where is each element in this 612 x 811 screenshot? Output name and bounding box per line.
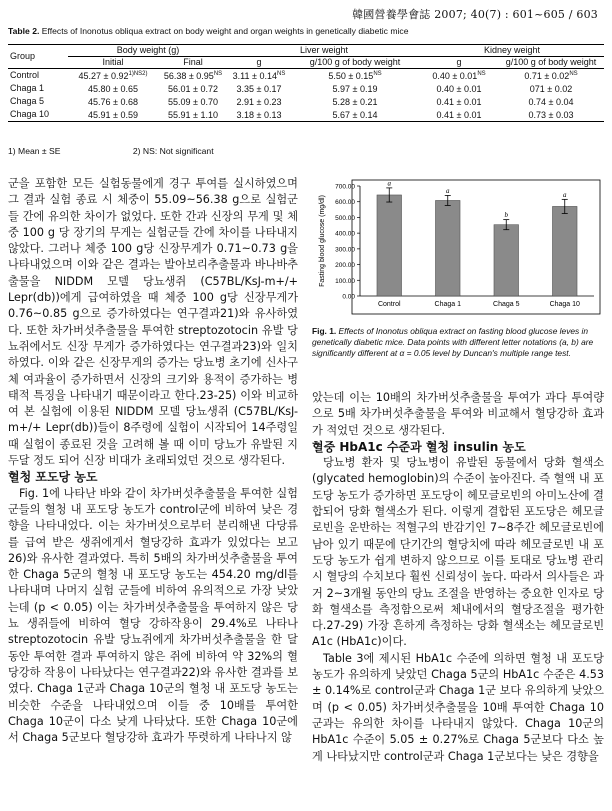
- cell-value: 3.11 ± 0.14: [232, 71, 277, 81]
- cell-value: Chaga 1: [10, 83, 45, 93]
- significance-letter: a: [387, 179, 391, 188]
- cell-value: 5.50 ± 0.15: [328, 71, 374, 81]
- figure-1: [312, 178, 604, 322]
- table-cell: [68, 69, 158, 83]
- left-column: [8, 176, 298, 746]
- table-cell: [290, 69, 420, 83]
- category-label: Chaga 10: [549, 301, 580, 308]
- table-cell: [498, 95, 604, 108]
- bar: [494, 225, 519, 296]
- cell-value: Chaga 10: [10, 109, 50, 119]
- cell-value: 45.91 ± 0.59: [88, 110, 138, 120]
- cell-value: 55.09 ± 0.70: [168, 97, 218, 107]
- cell-value: Chaga 5: [10, 96, 45, 106]
- table-cell: [290, 82, 420, 95]
- section-heading: 혈중 HbA1c 수준과 혈청 insulin 농도: [312, 439, 526, 454]
- cell-superscript: NS: [276, 71, 286, 77]
- table-footnotes: [8, 146, 284, 156]
- cell-superscript: NS: [569, 71, 578, 77]
- table-cell: [420, 95, 498, 108]
- running-header: [352, 6, 598, 22]
- table-cell: [420, 108, 498, 122]
- cell-value: 0.40 ± 0.01: [432, 71, 478, 81]
- cell-value: 0.40 ± 0.01: [436, 84, 482, 94]
- results-table: [8, 44, 604, 122]
- cell-value: 0.41 ± 0.01: [436, 97, 482, 107]
- table-cell: [158, 108, 228, 122]
- table-cell: [68, 95, 158, 108]
- y-tick-label: 300.00: [335, 246, 355, 254]
- table-cell: [290, 108, 420, 122]
- category-label: Chaga 5: [493, 301, 520, 308]
- y-tick-label: 700.00: [335, 183, 355, 191]
- y-tick-label: 100.00: [335, 277, 355, 285]
- cell-value: 5.97 ± 0.19: [332, 84, 378, 94]
- cell-value: 0.74 ± 0.04: [528, 97, 574, 107]
- col-liver-g: g: [228, 57, 290, 69]
- section-heading: 혈청 포도당 농도: [8, 470, 98, 485]
- cell-superscript: NS: [373, 71, 382, 77]
- footnote-mean: 1) Mean ± SE: [8, 146, 61, 156]
- significance-letter: b: [504, 211, 508, 220]
- cell-value: 45.27 ± 0.92: [78, 71, 129, 81]
- cell-value: 3.35 ± 0.17: [236, 84, 282, 94]
- cell-value: 45.80 ± 0.65: [88, 84, 138, 94]
- paragraph: Table 3에 제시된 HbA1c 수준에 의하면 혈청 내 포도당 농도가 유의하게 낮았던 Chaga 5군의 HbA1c 수준은 4.53 ± 0.14%로 control군과 Chaga 1군 보다 유의하게 낮았으며 (p < 0.05) 차가버섯추출물을 10배 투여한 Chaga 10군과는 유의한 차이를 나타내지 않았다. Chaga 10군의 HbA1c 수준이 5.05 ± 0.27%로 Chaga 5군보다 다소 높게 나타났지만 control군과 Chaga 1군보다는 낮은 경향을: [312, 651, 604, 763]
- journal-name: 韓國營養學會誌: [352, 8, 431, 21]
- table-cell: [228, 69, 290, 83]
- table-cell: [158, 82, 228, 95]
- cell-value: 0.71 ± 0.02: [524, 71, 570, 81]
- table-cell: [228, 108, 290, 122]
- paragraph: 았는데 이는 10배의 차가버섯추출물을 투여가 과다 투여량으로 5배 차가버섯추출물을 투여와 비교해서 혈당강하 효과가 적었던 것으로 생각된다.: [312, 391, 604, 437]
- cell-value: 5.67 ± 0.14: [332, 110, 378, 120]
- cell-value: 45.76 ± 0.68: [88, 97, 138, 107]
- table-cell: [8, 108, 68, 122]
- table-cell: [8, 69, 68, 83]
- y-tick-label: 500.00: [335, 214, 355, 222]
- table-row: [8, 69, 604, 83]
- right-column: [312, 390, 604, 765]
- table-cell: [228, 82, 290, 95]
- cell-value: 0.73 ± 0.03: [528, 110, 574, 120]
- citation: 2007; 40(7) : 601~605 / 603: [434, 8, 598, 21]
- glucose-bar-chart: [312, 178, 604, 318]
- cell-value: 2.91 ± 0.23: [236, 97, 282, 107]
- col-body-weight: Body weight (g): [68, 45, 228, 57]
- table-cell: [498, 82, 604, 95]
- significance-letter: a: [446, 186, 450, 195]
- paragraph: Fig. 1에 나타난 바와 같이 차가버섯추출물을 투여한 실험군들의 혈청 내 포도당 농도가 control군에 비하여 낮은 경향을 나타내었다. 이는 차가버섯으로부터 분리해낸 다당류를 급여 받은 생쥐에게서 혈당강하 효과가 있었다는 보고26)와 유사한 결과였다. 특히 5배의 차가버섯추출물을 투여한 Chaga 5군의 혈청 내 포도당 농도는 454.20 mg/dl를 나타내며 나머지 실험 군들에 비하여 유의적으로 가장 낮았는데 (p < 0.05) 이는 차가버섯추출물을 투여하지 않은 당뇨 생쥐들에 비하여 혈당 강하작용이 29.4%로 나타나 streptozotocin 유발 당뇨쥐에게 차가버섯추출물을 한 달 동안 투여한 결과 투여하지 않은 쥐에 비하여 약 32%의 혈당강하 작용이 나타났다는 연구결과22)와 유사한 결과를 보였다. Chaga 1군과 Chaga 10군의 혈청 내 포도당 농도는 비슷한 수준을 나타내었으며 이들 중 10배를 투여한 Chaga 10군이 다소 낮게 나타났다. 또한 Chaga 10군에서 Chaga 5군보다 혈당강하 효과가 뚜렷하게 나타나지 않: [8, 486, 298, 745]
- table-cell: [158, 95, 228, 108]
- table-row: [8, 95, 604, 108]
- cell-value: Control: [10, 70, 40, 80]
- col-initial: Initial: [68, 57, 158, 69]
- table-cell: [158, 69, 228, 83]
- table-cell: [8, 95, 68, 108]
- cell-superscript: NS: [213, 71, 223, 77]
- y-tick-label: 200.00: [335, 262, 355, 270]
- table-cell: [498, 69, 604, 83]
- bar: [435, 200, 460, 296]
- cell-value: 071 ± 0.02: [529, 84, 573, 94]
- figure-caption-text: Effects of Inonotus obliqua extract on fasting blood glucose leves in genetically diabetic mice. Data points with different letter notations (a, b) are significantly different at α = 0.05 level by Duncan's multiple range test.: [312, 326, 594, 358]
- col-kidney-per100: g/100 g of body weight: [498, 57, 604, 69]
- table-cell: [290, 95, 420, 108]
- table-cell: [498, 108, 604, 122]
- cell-value: 5.28 ± 0.21: [332, 97, 378, 107]
- col-kidney-weight: Kidney weight: [420, 45, 604, 57]
- category-label: Control: [377, 301, 401, 308]
- paragraph: 군을 포함한 모든 실험동물에게 경구 투여를 실시하였으며 그 결과 실험 종료 시 체중이 55.09~56.38 g으로 실험군들 간에 유의한 차이가 없었다. 또한 간과 신장의 무게 및 체중 100 g 당 장기의 무게는 실험군들 간에 차이를 나타내지 않았다. 그러나 체중 100 g당 신장무게가 0.71~0.73 g을 나타내었으며 이와 같은 결과는 발아보리추출물과 바나바추출물을 NIDDM 모델 당뇨생쥐 (C57BL/KsJ-m+/+ Lepr(db))에게 급여하였을 때 체중 100 g당 신장무게가 0.76~0.85 g으로 증가하였다는 연구결과21)와 유사하였다. 또한 차가버섯추출물을 투여한 streptozotocin 유발 당뇨쥐에서도 신장 무게가 증가하였다는 연구결과23)와 일치하였다. 이와 같은 신장무게의 증가는 당뇨병 초기에 신사구체 여과율이 증가하면서 신장의 크기와 용적이 증가하는 병태적 특징을 나타내기 때문이라고 한다.23-25) 이와 비교하여 본 실험에 이용된 NIDDM 모델 당뇨생쥐 (C57BL/KsJ-m+/+ Lepr(db))들이 8주령에 실험이 시작되어 14주령일 때 실험이 종료된 것을 고려해 볼 때 이미 당뇨가 유발된 지 두달 정도 되어 신장 비대가 초래되었던 것으로 생각된다.: [8, 177, 298, 468]
- y-tick-label: 0.00: [342, 293, 355, 301]
- table-caption-label: Table 2.: [8, 26, 40, 36]
- cell-value: 56.01 ± 0.72: [168, 84, 218, 94]
- bar: [552, 206, 577, 296]
- cell-value: 0.41 ± 0.01: [436, 110, 482, 120]
- table-row: [8, 108, 604, 122]
- y-axis-label: Fasting blood glucose (mg/dl): [319, 195, 326, 287]
- cell-superscript: 1)NS2): [128, 71, 148, 77]
- cell-value: 55.91 ± 1.10: [168, 110, 218, 120]
- col-group: Group: [8, 45, 68, 69]
- col-liver-weight: Liver weight: [228, 45, 420, 57]
- cell-value: 3.18 ± 0.13: [236, 110, 282, 120]
- table-caption-text: Effects of Inonotus obliqua extract on body weight and organ weights in genetically diabetic mice: [39, 26, 409, 36]
- cell-value: 56.38 ± 0.95: [163, 71, 214, 81]
- figure-caption: [312, 326, 604, 359]
- table-caption: [8, 26, 409, 36]
- significance-letter: a: [563, 190, 567, 199]
- figure-caption-label: Fig. 1.: [312, 326, 337, 336]
- table-cell: [420, 69, 498, 83]
- paragraph: 당뇨병 환자 및 당뇨병이 유발된 동물에서 당화 혈색소 (glycated hemoglobin)의 수준이 높아진다. 즉 혈액 내 포도당 농도가 증가하면 포도당이 헤모글로빈의 아미노산에 결합되어 당화 혈색소가 된다. 이렇게 결합된 포도당은 헤모글로빈을 운반하는 적혈구의 반감기인 7~8주간 헤모글로빈에 남아 있기 때문에 단기간의 혈당치에 따라 헤모글로빈 내 포도당 농도가 쉽게 변하지 않으므로 이를 토대로 당뇨병 관리시 혈당의 수치보다 훨씬 신뢰성이 높다. 따라서 의사들은 과거 2~3개월 동안의 당뇨 조절을 반영하는 중요한 인자로 당화 혈색소를 측정함으로써 체내에서의 혈당조절을 평가한다.27-29) 가장 흔하게 측정하는 당화 혈색소는 헤모글로빈 A1c (HbA1c)이다.: [312, 456, 604, 649]
- col-liver-per100: g/100 g of body weight: [290, 57, 420, 69]
- table-row: [8, 82, 604, 95]
- table-cell: [68, 82, 158, 95]
- bar: [377, 195, 402, 296]
- col-final: Final: [158, 57, 228, 69]
- footnote-ns: 2) NS: Not significant: [132, 146, 214, 156]
- table-cell: [228, 95, 290, 108]
- table-cell: [8, 82, 68, 95]
- y-tick-label: 600.00: [335, 199, 355, 207]
- cell-superscript: NS: [477, 71, 486, 77]
- table-cell: [420, 82, 498, 95]
- y-tick-label: 400.00: [335, 230, 355, 238]
- table-cell: [68, 108, 158, 122]
- category-label: Chaga 1: [434, 301, 461, 308]
- col-kidney-g: g: [420, 57, 498, 69]
